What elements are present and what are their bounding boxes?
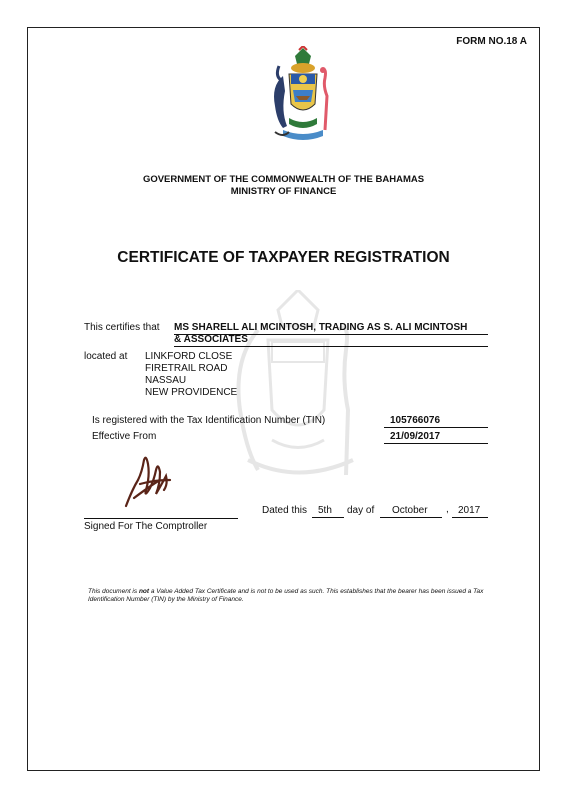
certificate-border [27,27,540,771]
tin-label: Is registered with the Tax Identification Number (TIN) [92,415,326,426]
name-underline-2 [174,346,488,347]
tin-underline [384,427,488,428]
name-underline [174,334,488,335]
watermark-crest-icon [228,290,368,490]
effective-underline [384,443,488,444]
signature-underline [84,518,238,519]
day-of-label: day of [347,505,375,516]
address-line-1: LINKFORD CLOSE [145,351,233,362]
year-underline [452,517,488,518]
effective-value: 21/09/2017 [390,431,441,442]
month-value: October [392,505,428,516]
government-line: GOVERNMENT OF THE COMMONWEALTH OF THE BAHAMAS [142,174,425,185]
certificate-title: CERTIFICATE OF TAXPAYER REGISTRATION [117,249,450,266]
located-label: located at [84,351,128,362]
day-value: 5th [318,505,332,516]
disclaimer-emphasis: not [138,588,150,595]
address-line-3: NASSAU [145,375,187,386]
comma-separator: , [446,504,449,515]
month-underline [380,517,442,518]
tin-value: 105766076 [390,415,441,426]
effective-label: Effective From [92,431,157,442]
signed-label: Signed For The Comptroller [84,521,208,532]
certifies-label: This certifies that [84,322,160,333]
address-line-2: FIRETRAIL ROAD [145,363,228,374]
taxpayer-name-line1: MS SHARELL ALI MCINTOSH, TRADING AS S. ALI MCINTOSH [174,322,468,333]
dated-label: Dated this [262,505,308,516]
signature-icon [120,450,180,512]
ministry-line: MINISTRY OF FINANCE [230,186,337,197]
address-line-4: NEW PROVIDENCE [145,387,238,398]
coat-of-arms-icon [253,46,353,146]
taxpayer-name-line2: & ASSOCIATES [174,334,248,345]
day-underline [312,517,344,518]
year-value: 2017 [458,505,481,516]
disclaimer [88,588,488,604]
disclaimer-part1: This document is [88,588,139,595]
disclaimer-part2: a Value Added Tax Certificate and is not to be used as such. This establishes that the bearer has been issued a Tax Identification Number (TIN) by the Ministry of Finance. [88,588,484,603]
form-number: FORM NO.18 A [456,36,527,47]
